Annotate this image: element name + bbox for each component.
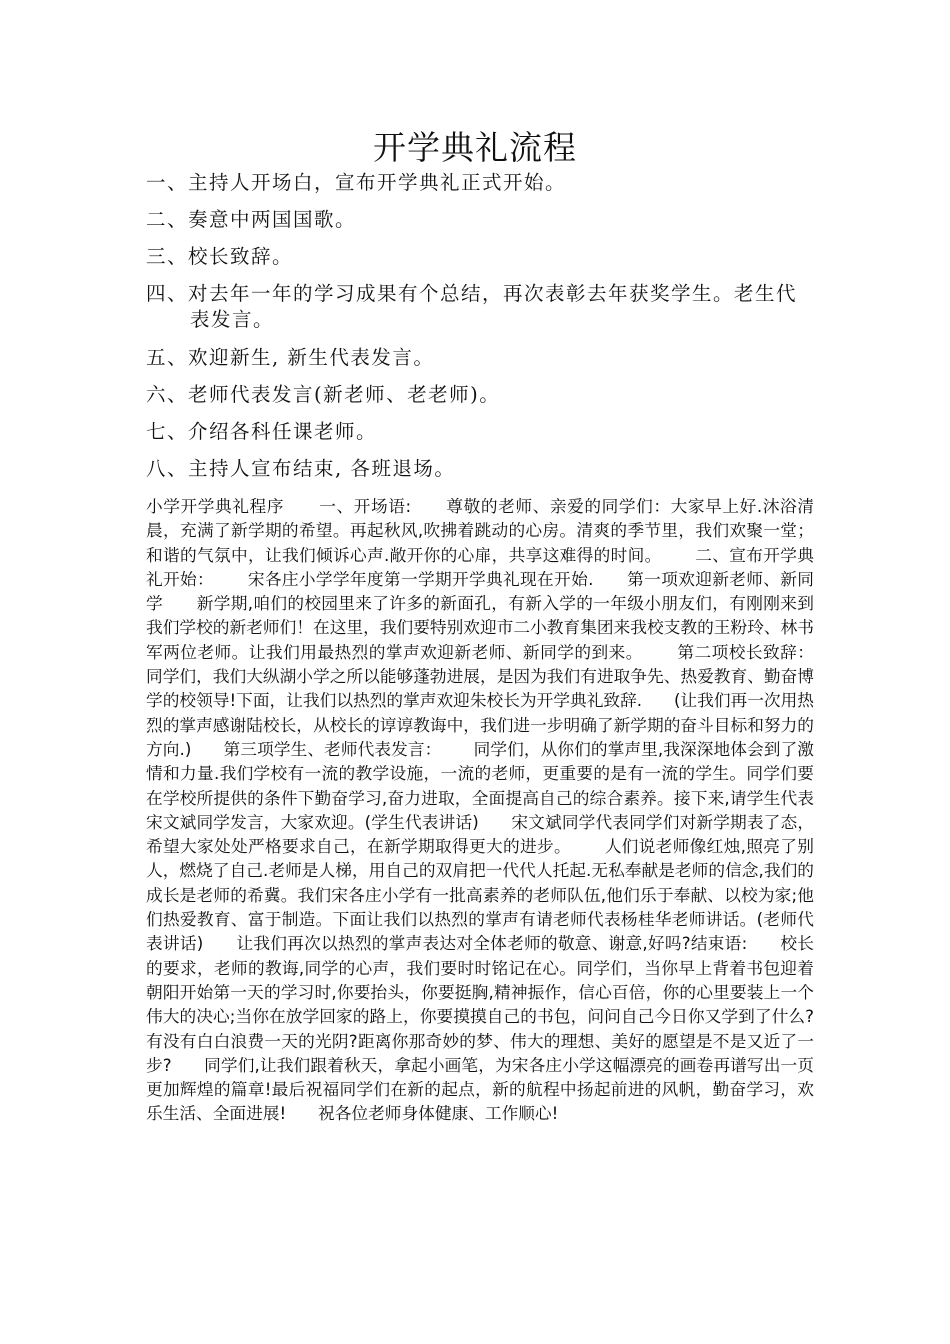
outline-item: 二、奏意中两国国歌。	[146, 208, 357, 231]
document-title: 开学典礼流程	[373, 128, 577, 167]
outline-item: 七、介绍各科任课老师。	[146, 420, 378, 443]
outline-item: 五、欢迎新生, 新生代表发言。	[146, 346, 435, 369]
outline-item: 四、对去年一年的学习成果有个总结，再次表彰去年获奖学生。老生代表发言。	[146, 282, 798, 331]
ceremony-program-body: 小学开学典礼程序 一、开场语: 尊敬的老师、亲爱的同学们：大家早上好.沐浴清晨，充满了新学期的希望。再起秋风,吹拂着跳动的心房。清爽的季节里，我们欢聚一堂；和谐的气氛中，让我们倾诉心声.敞开你的心扉，共享这难得的时间。 二、宣布开学典礼开始： 宋各庄小学学年度第一学期开学典礼现在开始. 第一项欢迎新老师、新同学 新学期,咱们的校园里来了许多的新面孔，有新入学的一年级小朋友们，有刚刚来到我们学校的新老师们！在这里，我们要特别欢迎市二小教育集团来我校支教的王粉玲、林书军两位老师。让我们用最热烈的掌声欢迎新老师、新同学的到来。 第二项校长致辞： 同学们，我们大纵湖小学之所以能够蓬勃进展，是因为我们有进取争先、热爱教育、勤奋博学的校领导!下面，让我们以热烈的掌声欢迎朱校长为开学典礼致辞. (让我们再一次用热烈的掌声感谢陆校长，从校长的谆谆教诲中，我们进一步明确了新学期的奋斗目标和努力的方向.) 第三项学生、老师代表发言： 同学们，从你们的掌声里,我深深地体会到了激情和力量.我们学校有一流的教学设施，一流的老师，更重要的是有一流的学生。同学们要在学校所提供的条件下勤奋学习,奋力进取，全面提高自己的综合素养。接下来,请学生代表宋文斌同学发言，大家欢迎。(学生代表讲话) 宋文斌同学代表同学们对新学期表了态，希望大家处处严格要求自己，在新学期取得更大的进步。 人们说老师像红烛,照亮了别人，燃烧了自己.老师是人梯，用自己的双肩把一代代人托起.无私奉献是老师的信念,我们的成长是老师的希冀。我们宋各庄小学有一批高素养的老师队伍,他们乐于奉献、以校为家;他们热爱教育、富于制造。下面让我们以热烈的掌声有请老师代表杨桂华老师讲话。(老师代表讲话) 让我们再次以热烈的掌声表达对全体老师的敬意、谢意,好吗?结束语: 校长的要求，老师的教诲,同学的心声，我们要时时铭记在心。同学们，当你早上背着书包迎着朝阳开始第一天的学习时,你要抬头，你要挺胸,精神振作，信心百倍，你的心里要装上一个伟大的决心;当你在放学回家的路上，你要摸摸自己的书包，问问自己今日你又学到了什么?有没有白白浪费一天的光阴?距离你那奇妙的梦、伟大的理想、美好的愿望是不是又近了一步? 同学们,让我们跟着秋天，拿起小画笔，为宋各庄小学这幅漂亮的画卷再谱写出一页更加辉煌的篇章!最后祝福同学们在新的起点，新的航程中扬起前进的风帆，勤奋学习，欢乐生活、全面进展! 祝各位老师身体健康、工作顺心!	[146, 496, 846, 1124]
outline-item: 三、校长致辞。	[146, 245, 294, 268]
outline-item: 一、主持人开场白，宣布开学典礼正式开始。	[146, 171, 567, 194]
ceremony-outline-list	[146, 170, 816, 493]
outline-item: 六、老师代表发言(新老师、老老师)。	[146, 383, 501, 406]
outline-item: 八、主持人宣布结束, 各班退场。	[146, 457, 456, 480]
